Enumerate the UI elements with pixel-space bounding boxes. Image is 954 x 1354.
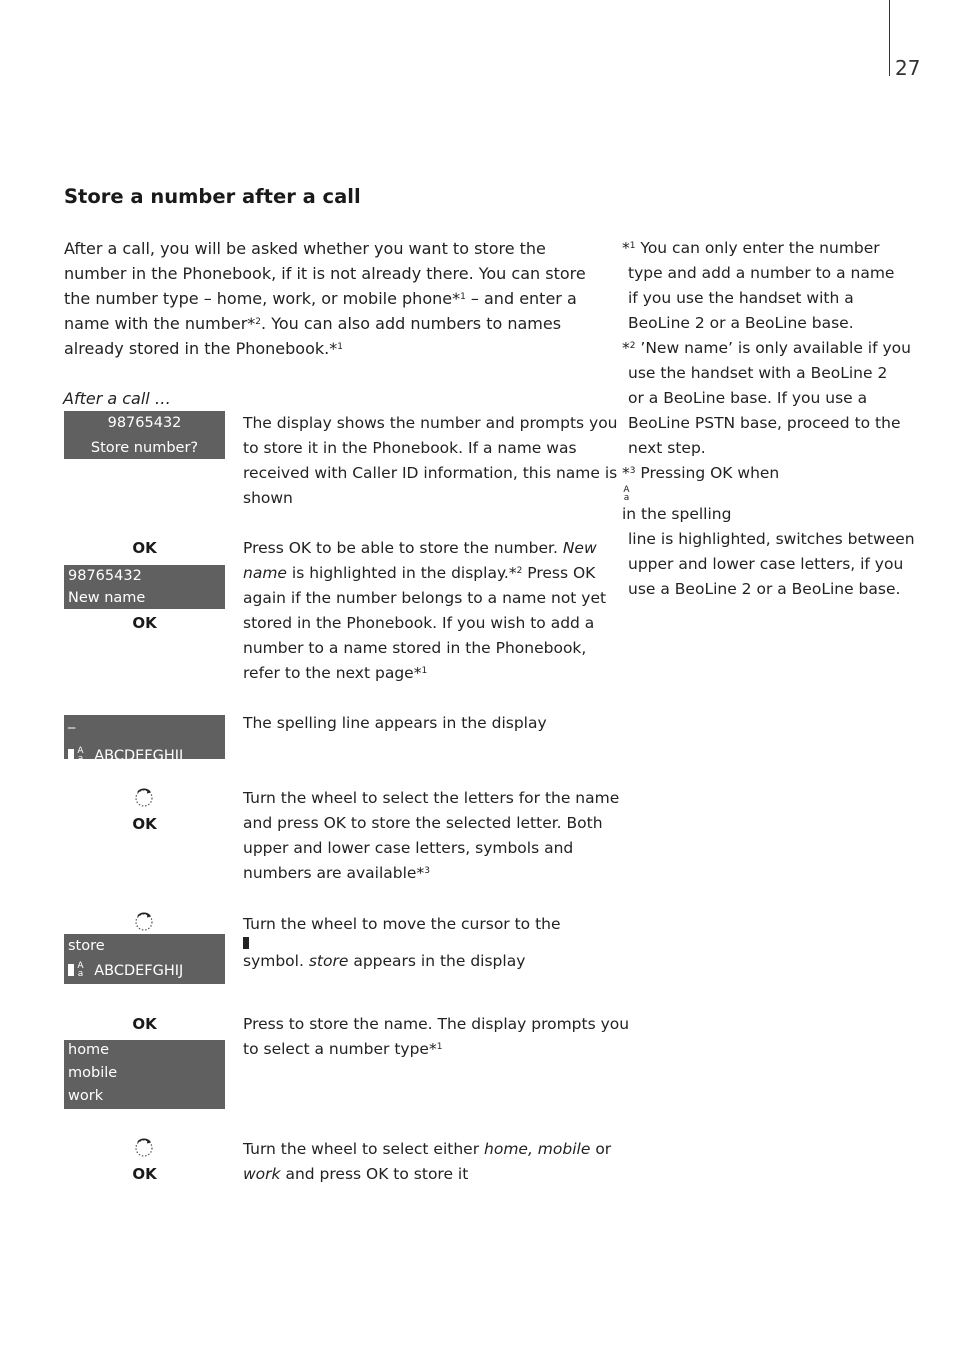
- wheel-icon: [133, 1136, 155, 1158]
- handset-display: [64, 1040, 225, 1109]
- desc-line: symbol. store appears in the display: [243, 937, 613, 974]
- ok-button-label: OK: [132, 614, 157, 632]
- footnotes: [622, 236, 915, 602]
- step-description: [243, 912, 613, 974]
- intro-line: already stored in the Phonebook.*$^1$: [64, 339, 343, 358]
- footnote-line: if you use the handset with a: [628, 289, 854, 307]
- intro-line: name with the number*$^2$. You can also add numbers to names: [64, 314, 562, 333]
- ok-button-label: OK: [132, 815, 157, 833]
- desc-line: The display shows the number and prompts you: [243, 414, 618, 432]
- desc-line: received with Caller ID information, this name is: [243, 464, 618, 482]
- ok-button-label: OK: [132, 1165, 157, 1183]
- desc-line: numbers are available*$^3$: [243, 864, 430, 882]
- desc-line: Press OK to be able to store the number. New: [243, 539, 597, 557]
- step-description: The spelling line appears in the display: [243, 714, 547, 732]
- desc-line: again if the number belongs to a name not yet: [243, 589, 607, 607]
- desc-line: number to a name stored in the Phonebook,: [243, 639, 587, 657]
- handset-display: [64, 565, 225, 609]
- display-cursor: _: [68, 713, 76, 729]
- ok-button-label: OK: [132, 1015, 157, 1033]
- wheel-icon: [133, 786, 155, 808]
- display-line: store: [68, 938, 105, 954]
- desc-line: Turn the wheel to move the cursor to the: [243, 915, 561, 933]
- desc-line: upper and lower case letters, symbols and: [243, 839, 574, 857]
- step-description: [243, 411, 618, 511]
- display-line: 98765432: [68, 568, 142, 584]
- intro-line: the number type – home, work, or mobile phone*$^1$ – and enter a: [64, 289, 577, 308]
- wheel-icon: [133, 910, 155, 932]
- battery-icon: [243, 937, 249, 949]
- display-line: Store number?: [90, 440, 199, 456]
- desc-line: stored in the Phonebook. If you wish to add a: [243, 614, 595, 632]
- subheading: After a call …: [63, 389, 171, 408]
- battery-icon: [68, 964, 74, 976]
- footnote-line: use a BeoLine 2 or a BeoLine base.: [628, 580, 901, 598]
- footnote-line: *$^2$ ’New name’ is only available if you: [622, 339, 911, 357]
- footnote-line: BeoLine PSTN base, proceed to the: [628, 414, 901, 432]
- desc-line: Turn the wheel to select the letters for the name: [243, 789, 620, 807]
- step-description: [243, 536, 613, 686]
- desc-line: name is highlighted in the display.*$^2$ Press OK: [243, 564, 596, 582]
- display-line: work: [68, 1088, 104, 1104]
- footnote-line: upper and lower case letters, if you: [628, 555, 904, 573]
- step-description: [243, 786, 620, 886]
- page-number: 27: [895, 56, 921, 80]
- case-toggle-icon: A a: [77, 746, 84, 764]
- display-line: 98765432: [107, 415, 182, 431]
- display-line: home: [68, 1042, 110, 1058]
- desc-line: to store it in the Phonebook. If a name was: [243, 439, 577, 457]
- footnote-line: next step.: [628, 439, 706, 457]
- case-toggle-icon: A a: [623, 485, 630, 503]
- desc-line: shown: [243, 489, 293, 507]
- desc-line: work and press OK to store it: [243, 1165, 469, 1183]
- footnote-line: *$^1$ You can only enter the number: [622, 239, 880, 257]
- footnote-line: or a BeoLine base. If you use a: [628, 389, 868, 407]
- spelling-line: A a ABCDEFGHIJ: [64, 959, 225, 984]
- spelling-line: A a ABCDEFGHIJ: [64, 740, 225, 772]
- step-description: [243, 1012, 630, 1062]
- desc-line: refer to the next page*$^1$: [243, 664, 428, 682]
- intro-paragraph: [64, 236, 609, 361]
- spelling-display: [64, 713, 225, 764]
- footnote-line: BeoLine 2 or a BeoLine base.: [628, 314, 854, 332]
- spelling-display: [64, 934, 225, 984]
- footnote-line: line is highlighted, switches between: [628, 530, 915, 548]
- footnote-line: *$^3$ Pressing OK when A a in the spelling: [622, 464, 780, 523]
- case-toggle-icon: A a: [77, 961, 84, 979]
- footnote-line: type and add a number to a name: [628, 264, 895, 282]
- intro-line: number in the Phonebook, if it is not already there. You can store: [64, 264, 586, 283]
- desc-line: Turn the wheel to select either home, mobile or: [243, 1140, 612, 1158]
- display-line: New name: [68, 590, 146, 606]
- intro-line: After a call, you will be asked whether you want to store the: [64, 239, 546, 258]
- footnote-line: use the handset with a BeoLine 2: [628, 364, 888, 382]
- ok-button-label: OK: [132, 539, 157, 557]
- display-line: mobile: [68, 1065, 118, 1081]
- section-title: Store a number after a call: [64, 185, 361, 208]
- desc-line: Press to store the name. The display prompts you: [243, 1015, 630, 1033]
- desc-line: to select a number type*$^1$: [243, 1040, 443, 1058]
- page-edge-rule: [889, 0, 890, 76]
- desc-line: and press OK to store the selected letter. Both: [243, 814, 603, 832]
- step-description: [243, 1137, 613, 1187]
- battery-icon: [68, 749, 74, 761]
- handset-display: [64, 411, 225, 459]
